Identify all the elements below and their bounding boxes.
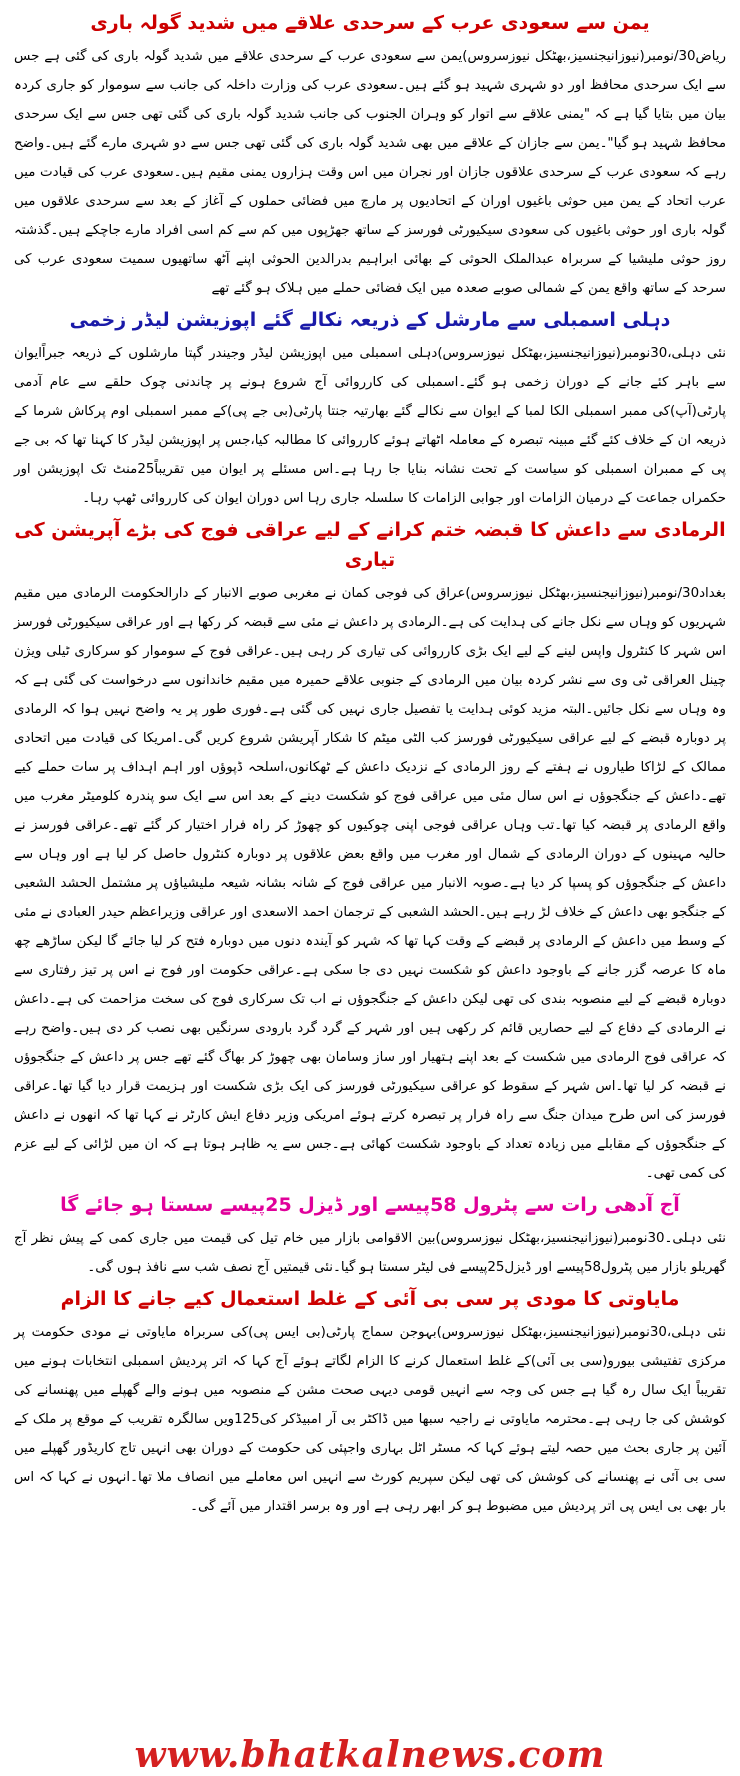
article-body: نئی دہلی۔30نومبر(نیوزانیجنسیز،بھٹکل نیوزسروس)بین الاقوامی بازار میں خام تیل کی قیمت میں جاری کمی کے پیش نظر آج گھریلو بازار میں پٹرول58پیسے اور ڈیزل25پیسے فی لیٹر سستا ہو گیا۔نئی قیمتیں آج نصف شب سے نافذ ہوں گی۔ xyxy=(14,1231,727,1275)
news-article xyxy=(14,8,726,303)
website-footer-link[interactable]: www.bhatkalnews.com xyxy=(134,1734,606,1776)
article-body: بغداد30/نومبر(نیوزانیجنسیز،بھٹکل نیوزسروس)عراق کی فوجی کمان نے مغربی صوبے الانبار کے دارالحکومت الرمادی میں مقیم شہریوں کو وہاں سے نکل جانے کی ہدایت کی ہے۔الرمادی پر داعش نے مئی سے قبضہ کر رکھا ہے اور عراقی سیکیورٹی فورسز اس شہر کا کنٹرول واپس لینے کے لیے ایک بڑی کارروائی کی تیاری کر رہی ہیں۔عراقی فوج کے سوموار کو سرکاری ٹیلی ویژن چینل العراقی ٹی وی سے نشر کردہ بیان میں الرمادی کے جنوبی علاقے حمیرہ میں مقیم خاندانوں سے درخواست کی گئی ہے کہ وہ وہاں سے نکل جائیں۔البتہ مزید کوئی ہدایت یا تفصیل جاری نہیں کی گئی ہے۔فوری طور پر یہ واضح نہیں ہوا کہ الرمادی پر دوبارہ قبضے کے لیے عراقی سیکیورٹی فورسز کب الٹی میٹم کا شکار آپریشن شروع کریں گی۔امریکا کی قیادت میں اتحادی ممالک کے لڑاکا طیاروں نے ہفتے کے روز الرمادی کے نزدیک داعش کے ٹھکانوں،اسلحہ ڈپوؤں اور اہم اہداف پر سات حملے کیے تھے۔داعش کے جنگجوؤں نے اس سال مئی میں عراقی فوج کو شکست دینے کے بعد اس سے ایک سو پندرہ کلومیٹر مغرب میں واقع الرمادی پر قبضہ کیا تھا۔تب وہاں عراقی فوجی اپنی چوکیوں کو چھوڑ کر راہ فرار اختیار کر گئے تھے۔عراقی فورسز نے حالیہ مہینوں کے دوران الرمادی کے شمال اور مغرب میں واقع بعض علاقوں پر دوبارہ کنٹرول حاصل کر لیا ہے اور وہاں سے داعش کے جنگجوؤں کو پسپا کر دیا ہے۔صوبہ الانبار میں عراقی فوج کے شانہ بشانہ شیعہ ملیشیاؤں پر مشتمل الحشد الشعبی کے جنگجو بھی داعش کے خلاف لڑ رہے ہیں۔الحشد الشعبی کے ترجمان احمد الاسعدی اور عراقی وزیراعظم حیدر العبادی نے مئی کے وسط میں داعش کے الرمادی پر قبضے کے وقت کہا تھا کہ شہر کو آیندہ دنوں میں دوبارہ فتح کر لیا جائے گا لیکن ساڑھے چھ ماہ کا عرصہ گزر جانے کے باوجود داعش کو شکست نہیں دی جا سکی ہے۔عراقی حکومت اور فوج نے اس پر تیز رفتاری سے دوبارہ قبضے کے لیے منصوبہ بندی کی تھی لیکن داعش کے جنگجوؤں نے اب تک سرکاری فوج کی سخت مزاحمت کی ہے۔داعش نے الرمادی کے دفاع کے لیے حصاریں قائم کر رکھی ہیں اور شہر کے گرد گرد بارودی سرنگیں بھی نصب کر دی ہیں۔واضح رہے کہ عراقی فوج الرمادی میں شکست کے بعد اپنے ہتھیار اور ساز وسامان بھی چھوڑ کر بھاگ گئے تھے جس پر داعش کے جنگجوؤں نے قبضہ کر لیا تھا۔اس شہر کے سقوط کو عراقی سیکیورٹی فورسز کی ایک بڑی شکست اور ہزیمت قرار دیا گیا تھا۔عراقی فورسز کی اس طرح میدان جنگ سے راہ فرار پر تبصرہ کرتے ہوئے امریکی وزیر دفاع ایش کارٹر نے کہا تھا کہ انھوں نے داعش کے جنگجوؤں کے مقابلے میں زیادہ تعداد کے باوجود شکست کھائی ہے۔جس سے یہ ظاہر ہوتا ہے کہ ان میں لڑائی کے لیے عزم کی کمی تھی۔ xyxy=(14,586,726,1181)
news-article xyxy=(14,1284,726,1521)
article-headline: یمن سے سعودی عرب کے سرحدی علاقے میں شدید گولہ باری xyxy=(90,12,650,34)
article-headline: آج آدھی رات سے پٹرول 58پیسے اور ڈیزل 25پیسے سستا ہو جائے گا xyxy=(60,1194,680,1216)
article-headline: الرمادی سے داعش کا قبضہ ختم کرانے کے لیے عراقی فوج کی بڑے آپریشن کی تیاری xyxy=(14,519,726,571)
news-article xyxy=(14,515,726,1188)
article-body: نئی دہلی،30نومبر(نیوزانیجنسیز،بھٹکل نیوزسروس)بہوجن سماج پارٹی(بی ایس پی)کی سربراہ مایاوتی نے مودی حکومت پر مرکزی تفتیشی بیورو(سی بی آئی)کے غلط استعمال کرنے کا الزام لگاتے ہوئے آج کہا کہ اتر پردیش اسمبلی انتخابات ہونے میں تقریباً ایک سال رہ گیا ہے جس کی وجہ سے انہیں قومی دیہی صحت مشن کے منصوبہ میں ہونے والے گھپلے میں پھنسانے کی کوشش کی جا رہی ہے۔محترمہ مایاوتی نے راجیہ سبھا میں ڈاکٹر بی آر امبیڈکر کی125ویں سالگرہ تقریب کے موقع پر ملک کے آئین پر جاری بحث میں حصہ لیتے ہوئے کہا کہ مسٹر اٹل بہاری واجپئی کی حکومت کے دوران بھی انہیں تاج کاریڈور گھپلے میں سی بی آئی نے پھنسانے کی کوشش کی تھی لیکن سپریم کورٹ سے انہیں اس معاملے میں انصاف ملا تھا۔انہوں نے کہا کہ اس بار بھی بی ایس پی اتر پردیش میں مضبوط ہو کر ابھر رہی ہے اور وہ برسر اقتدار میں آئے گی۔ xyxy=(14,1325,726,1514)
article-body: نئی دہلی،30نومبر(نیوزانیجنسیز،بھٹکل نیوزسروس)دہلی اسمبلی میں اپوزیشن لیڈر وجیندر گپتا مارشلوں کے ذریعہ جبراًایوان سے باہر کئے جانے کے دوران زخمی ہو گئے۔اسمبلی کی کارروائی آج شروع ہونے پر چاندنی چوک حلقے سے عام آدمی پارٹی(آپ)کی ممبر اسمبلی الکا لمبا کے ایوان سے نکالے گئے بھارتیہ جنتا پارٹی(بی جے پی)کے ممبر اسمبلی اوم پرکاش شرما کے ذریعہ ان کے خلاف کئے گئے مبینہ تبصرہ کے معاملہ اٹھاتے ہوئے کارروائی کا مطالبہ کیا،جس پر اپوزیشن لیڈر کا کہنا تھا کہ بی جے پی کے ممبران اسمبلی کو سیاست کے تحت نشانہ بنایا جا رہا ہے۔اس مسئلے پر ایوان میں تقریباً25منٹ تک اپوزیشن اور حکمراں جماعت کے درمیان الزامات اور جوابی الزامات کا سلسلہ جاری رہا اس دوران ایوان کی کارروائی ٹھپ رہا۔ xyxy=(14,346,726,506)
news-article xyxy=(14,1190,726,1282)
news-article xyxy=(14,305,726,513)
article-headline: مایاوتی کا مودی پر سی بی آئی کے غلط استعمال کیے جانے کا الزام xyxy=(60,1288,680,1310)
article-body: ریاض30/نومبر(نیوزانیجنسیز،بھٹکل نیوزسروس)یمن سے سعودی عرب کے سرحدی علاقے میں شدید گولہ باری کی گئی ہے جس سے ایک سرحدی محافظ اور دو شہری شہید ہو گئے ہیں۔سعودی عرب کی وزارت داخلہ کی جانب سے سوموار کو جاری کردہ بیان میں بتایا گیا ہے کہ "یمنی علاقے سے اتوار کو وہران الجنوب کی جانب شدید گولہ باری کی گئی تھی جس سے ایک سرحدی محافظ شہید ہو گیا"۔یمن سے جازان کے علاقے میں بھی شدید گولہ باری کی گئی تھی جس سے دو شہری مارے گئے ہیں۔واضح رہے کہ سعودی عرب کے سرحدی علاقوں جازان اور نجران میں اس وقت ہزاروں یمنی مقیم ہیں۔سعودی عرب کی قیادت میں عرب اتحاد کے یمن میں حوثی باغیوں اوران کے اتحادیوں پر مارچ میں فضائی حملوں کے آغاز کے بعد سے سرحدی علاقوں میں گولہ باری اور حوثی باغیوں کی سعودی سیکیورٹی فورسز کے ساتھ جھڑپوں میں کم سے کم اسی افراد مارے جاچکے ہیں۔گذشتہ روز حوثی ملیشیا کے سربراہ عبدالملک الحوثی کے بھائی ابراہیم بدرالدین الحوثی اپنے آٹھ ساتھیوں سمیت سعودی عرب کی سرحد کے ساتھ واقع یمن کے شمالی صوبے صعدہ میں ایک فضائی حملے میں ہلاک ہو گئے تھے xyxy=(14,49,726,296)
article-headline: دہلی اسمبلی سے مارشل کے ذریعہ نکالے گئے اپوزیشن لیڈر زخمی xyxy=(69,309,671,331)
